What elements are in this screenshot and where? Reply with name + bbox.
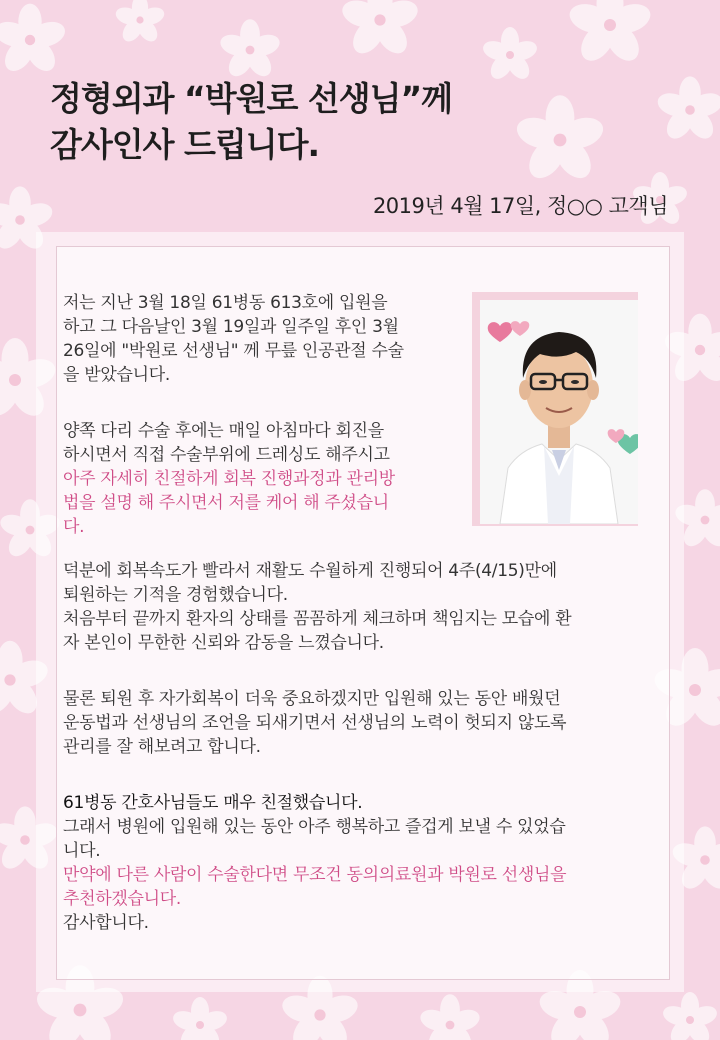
text-line: 하고 그 다음날인 3월 19일과 일주일 후인 3월 <box>63 317 399 337</box>
byline-date-author: 2019년 4월 17일, 정○○ 고객님 <box>372 194 668 218</box>
paragraph-surgery-intro <box>63 291 667 387</box>
text-line: 양쪽 다리 수술 후에는 매일 아침마다 회진을 <box>63 421 384 441</box>
text-line: 니다. <box>63 841 101 861</box>
highlight-line: 법을 설명 해 주시면서 저를 케어 해 주셨습니 <box>63 493 389 513</box>
paragraph-future-care <box>63 687 667 759</box>
text-line: 운동법과 선생님의 조언을 되새기면서 선생님의 노력이 헛되지 않도록 <box>63 713 567 733</box>
title-line-2: 감사인사 드립니다. <box>50 125 320 164</box>
text-line: 26일에 "박원로 선생님" 께 무릎 인공관절 수술 <box>63 341 404 361</box>
paragraph-recovery <box>63 559 667 655</box>
closing-line: 감사합니다. <box>63 913 149 933</box>
text-line: 하시면서 직접 수술부위에 드레싱도 해주시고 <box>63 445 390 465</box>
text-line: 자 본인이 무한한 신뢰와 감동을 느꼈습니다. <box>63 633 384 653</box>
text-line: 저는 지난 3월 18일 61병동 613호에 입원을 <box>63 293 388 313</box>
text-line: 덕분에 회복속도가 빨라서 재활도 수월하게 진행되어 4주(4/15)만에 <box>63 561 557 581</box>
highlight-line: 아주 자세히 친절하게 회복 진행과정과 관리방 <box>63 469 395 489</box>
text-line: 물론 퇴원 후 자가회복이 더욱 중요하겠지만 입원해 있는 동안 배웠던 <box>63 689 561 709</box>
text-line: 관리를 잘 해보려고 합니다. <box>63 737 261 757</box>
text-line: 을 받았습니다. <box>63 365 170 385</box>
paragraph-care-description <box>63 419 667 539</box>
page-title <box>50 76 452 168</box>
highlight-line: 다. <box>63 517 85 537</box>
nurses-line: 61병동 간호사님들도 매우 친절했습니다. <box>63 793 363 813</box>
paragraph-nurses-recommendation <box>63 791 667 935</box>
highlight-line: 만약에 다른 사람이 수술한다면 무조건 동의의료원과 박원로 선생님을 <box>63 865 567 885</box>
title-line-1: 정형외과 “박원로 선생님”께 <box>50 79 453 118</box>
highlight-line: 추천하겠습니다. <box>63 889 181 909</box>
text-line: 그래서 병원에 입원해 있는 동안 아주 행복하고 즐겁게 보낼 수 있었습 <box>63 817 566 837</box>
text-line: 퇴원하는 기적을 경험했습니다. <box>63 585 288 605</box>
text-line: 처음부터 끝까지 환자의 상태를 꼼꼼하게 체크하며 책임지는 모습에 환 <box>63 609 572 629</box>
